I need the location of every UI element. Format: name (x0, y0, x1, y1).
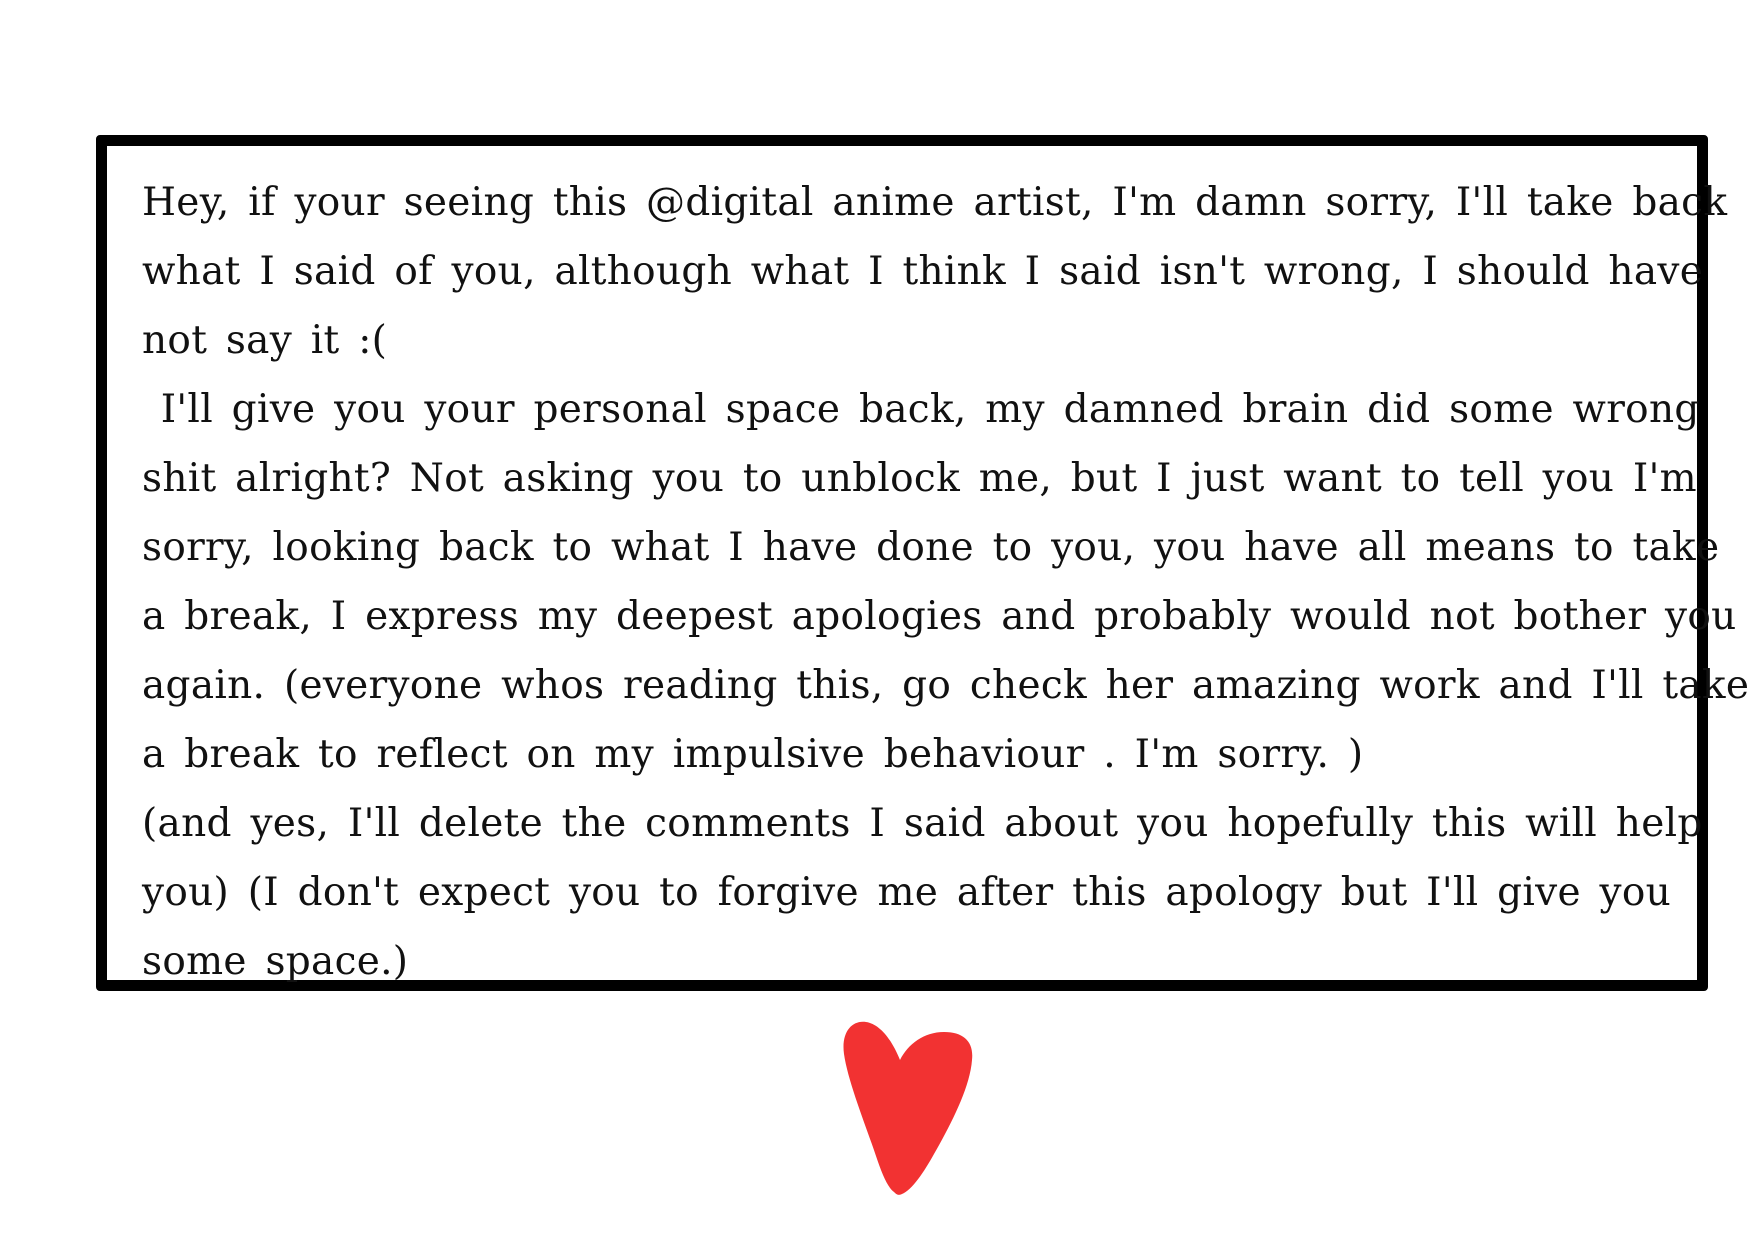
note-line: what I said of you, although what I think I said isn't wrong, I should have (142, 249, 1704, 294)
note-line: a break, I express my deepest apologies and probably would not bother you (142, 594, 1737, 639)
heart-icon (838, 1018, 978, 1198)
apology-note-box (96, 135, 1750, 991)
apology-note-text (142, 168, 1750, 996)
heart-shape (844, 1022, 973, 1195)
note-line: a break to reflect on my impulsive behaviour . I'm sorry. ) (142, 732, 1364, 777)
note-line: you) (I don't expect you to forgive me after this apology but I'll give you (142, 870, 1672, 915)
note-line: Hey, if your seeing this @digital anime artist, I'm damn sorry, I'll take back (142, 180, 1728, 225)
note-line: sorry, looking back to what I have done to you, you have all means to take (142, 525, 1720, 570)
note-line: again. (everyone whos reading this, go check her amazing work and I'll take (142, 663, 1750, 708)
note-line: I'll give you your personal space back, my damned brain did some wrong (142, 387, 1700, 432)
note-line: shit alright? Not asking you to unblock me, but I just want to tell you I'm (142, 456, 1697, 501)
note-line: (and yes, I'll delete the comments I said about you hopefully this will help (142, 801, 1703, 846)
note-line: some space.) (142, 939, 409, 984)
note-line: not say it :( (142, 318, 388, 363)
